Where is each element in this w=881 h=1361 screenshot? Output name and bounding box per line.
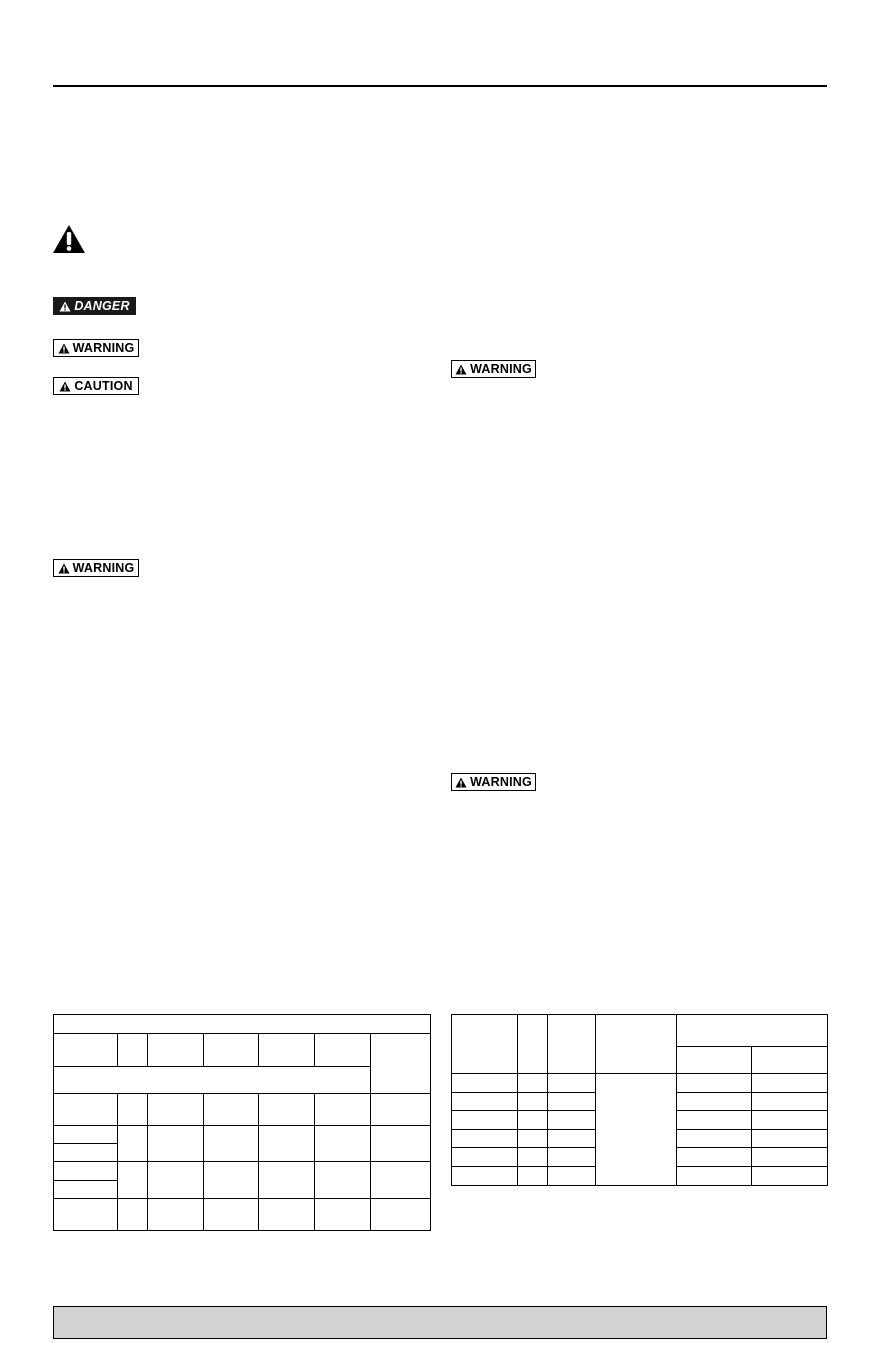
table-cell <box>118 1034 148 1067</box>
table-cell <box>752 1148 828 1167</box>
table-cell <box>315 1162 371 1199</box>
table-cell <box>677 1074 752 1093</box>
table-cell <box>259 1034 315 1067</box>
danger-label-text: DANGER <box>74 299 130 313</box>
table-cell <box>452 1111 518 1130</box>
warning-label <box>53 339 139 357</box>
warning-label-text: WARNING <box>470 362 532 376</box>
table-cell <box>315 1094 371 1126</box>
table-cell <box>118 1162 148 1199</box>
table-cell <box>596 1074 677 1186</box>
table-cell <box>518 1093 548 1111</box>
table-cell <box>204 1199 259 1231</box>
table-cell <box>54 1034 118 1067</box>
table-cell <box>204 1094 259 1126</box>
table-cell <box>548 1074 596 1093</box>
warning-triangle-icon <box>59 381 71 392</box>
warning-triangle-icon <box>455 364 467 375</box>
footer-bar <box>53 1306 827 1339</box>
warning-label <box>53 559 139 577</box>
caution-label <box>53 377 139 395</box>
table-cell <box>518 1130 548 1148</box>
table-cell <box>148 1126 204 1162</box>
table-cell <box>452 1130 518 1148</box>
table-cell <box>518 1015 548 1074</box>
table-cell <box>677 1111 752 1130</box>
table-cell <box>452 1015 518 1074</box>
right-spec-table <box>451 1014 828 1186</box>
table-cell <box>752 1111 828 1130</box>
table-cell <box>315 1126 371 1162</box>
table-cell <box>371 1126 431 1162</box>
warning-triangle-icon <box>58 343 70 354</box>
caution-label-text: CAUTION <box>74 379 133 393</box>
table-cell <box>118 1199 148 1231</box>
warning-label-text: WARNING <box>72 561 135 575</box>
table-cell <box>54 1067 371 1094</box>
table-cell <box>54 1181 118 1199</box>
table-cell <box>54 1144 118 1162</box>
table-cell <box>148 1094 204 1126</box>
table-cell <box>452 1074 518 1093</box>
table-cell <box>677 1093 752 1111</box>
warning-triangle-icon <box>455 777 467 788</box>
danger-label <box>53 297 136 315</box>
warning-label-text: WARNING <box>470 775 532 789</box>
table-cell <box>452 1167 518 1186</box>
table-cell <box>677 1167 752 1186</box>
table-cell <box>118 1126 148 1162</box>
warning-label-text: WARNING <box>72 341 135 355</box>
table-cell <box>259 1199 315 1231</box>
table-cell <box>518 1111 548 1130</box>
table-cell <box>148 1199 204 1231</box>
table-cell <box>548 1167 596 1186</box>
warning-triangle-icon <box>59 301 71 312</box>
table-cell <box>518 1167 548 1186</box>
table-cell <box>548 1130 596 1148</box>
table-cell <box>452 1148 518 1167</box>
table-cell <box>596 1015 677 1074</box>
table-cell <box>54 1094 118 1126</box>
warning-label <box>451 360 536 378</box>
safety-alert-icon <box>52 224 86 254</box>
table-cell <box>315 1034 371 1067</box>
table-cell <box>752 1074 828 1093</box>
table-cell <box>54 1126 118 1144</box>
warning-label <box>451 773 536 791</box>
table-cell <box>259 1126 315 1162</box>
warning-triangle-icon <box>58 563 70 574</box>
table-cell <box>518 1074 548 1093</box>
table-cell <box>371 1162 431 1199</box>
table-cell <box>548 1111 596 1130</box>
table-cell <box>54 1162 118 1181</box>
table-cell <box>752 1167 828 1186</box>
table-cell <box>371 1199 431 1231</box>
table-cell <box>204 1034 259 1067</box>
table-cell <box>148 1034 204 1067</box>
table-cell <box>548 1015 596 1074</box>
table-cell <box>677 1148 752 1167</box>
table-header-cell <box>54 1015 431 1034</box>
table-cell <box>259 1094 315 1126</box>
table-cell <box>54 1199 118 1231</box>
table-cell <box>752 1047 828 1074</box>
table-cell <box>259 1162 315 1199</box>
table-cell <box>752 1130 828 1148</box>
header-rule <box>53 85 827 87</box>
table-cell <box>752 1093 828 1111</box>
table-cell <box>148 1162 204 1199</box>
table-cell <box>677 1130 752 1148</box>
left-spec-table <box>53 1014 431 1231</box>
table-cell <box>548 1148 596 1167</box>
table-cell <box>118 1094 148 1126</box>
table-cell <box>315 1199 371 1231</box>
table-cell <box>518 1148 548 1167</box>
table-cell <box>548 1093 596 1111</box>
table-cell <box>452 1093 518 1111</box>
table-cell <box>371 1034 431 1094</box>
table-cell <box>204 1162 259 1199</box>
table-cell <box>204 1126 259 1162</box>
table-cell <box>371 1094 431 1126</box>
table-cell <box>677 1047 752 1074</box>
table-header-cell <box>677 1015 828 1047</box>
